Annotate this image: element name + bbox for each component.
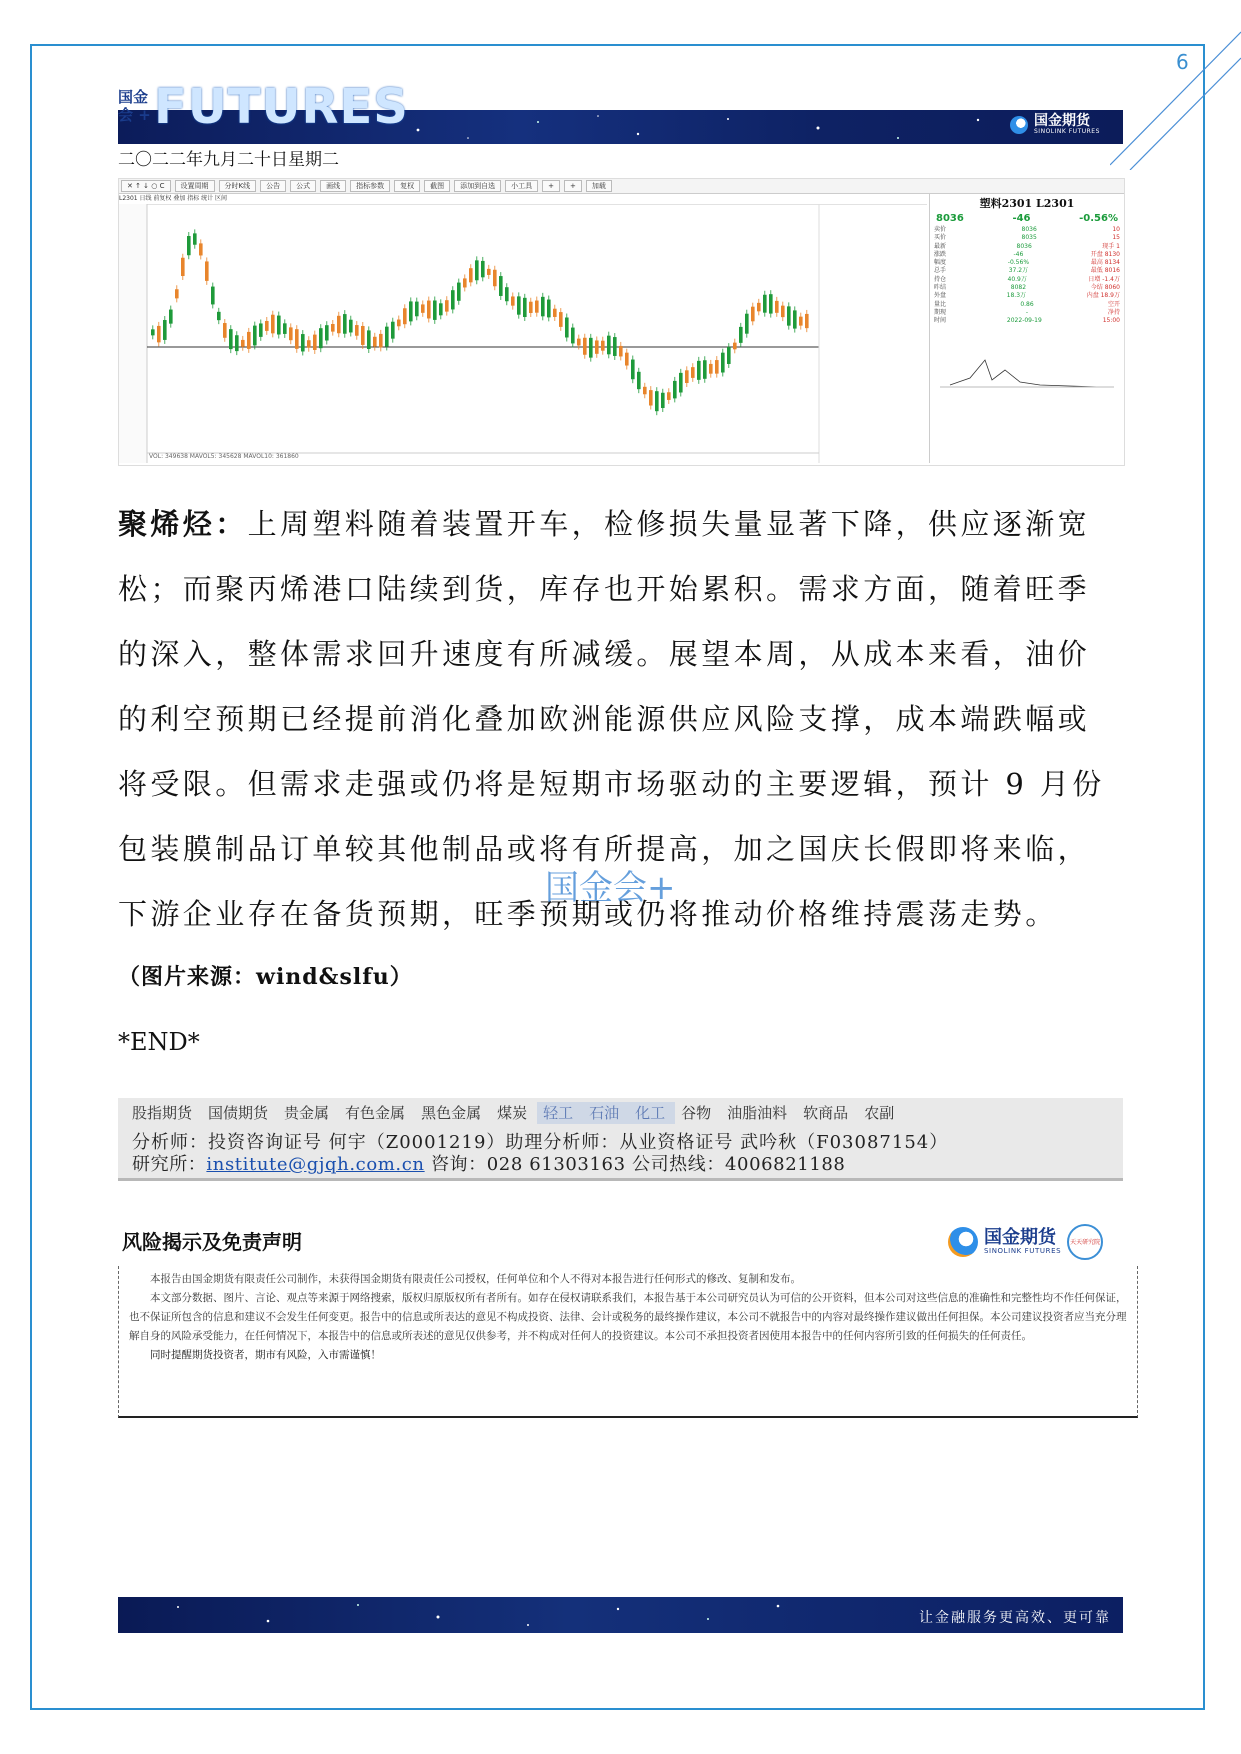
institute-label: 研究所： xyxy=(132,1154,207,1175)
quote-cell: 时间 xyxy=(934,317,947,325)
quote-cell: -46 xyxy=(1013,250,1024,258)
chart-caption: VOL: 349638 MAVOL5: 345628 MAVOL10: 361860 xyxy=(149,453,299,460)
quote-row xyxy=(930,267,1124,275)
disclaimer-p3: 同时提醒期货投资者，期市有风险，入市需谨慎！ xyxy=(150,1349,381,1361)
sinolink-logo-icon xyxy=(948,1227,978,1257)
quote-row xyxy=(930,243,1124,251)
quote-cell: 8035 xyxy=(1021,234,1037,242)
category-tab[interactable]: 轻工 xyxy=(537,1102,583,1124)
quote-price: 8036 xyxy=(936,213,964,224)
quote-cell: 开盘 8130 xyxy=(1090,250,1120,258)
quote-cell: 幅度 xyxy=(934,259,947,267)
quote-cell: 2022-09-19 xyxy=(1006,317,1042,325)
category-box xyxy=(118,1098,1123,1181)
report-date: 二〇二二年九月二十日星期二 xyxy=(118,150,339,170)
quote-cell: 日增 -1.4万 xyxy=(1088,275,1120,283)
quote-cell: -0.56% xyxy=(1007,259,1030,267)
disclaimer-p1: 本报告由国金期货有限责任公司制作，未获得国金期货有限责任公司授权，任何单位和个人不得对本报告进行任何形式的修改、复制和发布。 xyxy=(150,1273,801,1285)
logo-en: SINOLINK FUTURES xyxy=(1034,128,1100,135)
end-mark: *END* xyxy=(118,1028,200,1056)
risk-logo-en: SINOLINK FUTURES xyxy=(984,1247,1062,1255)
chart-toolbar-button[interactable]: + xyxy=(542,180,560,192)
chart-toolbar-button[interactable]: 添加到自选 xyxy=(454,180,501,192)
quote-panel xyxy=(929,193,1124,463)
quote-cell: 15 xyxy=(1112,234,1120,242)
logo-cn: 国金期货 xyxy=(1034,113,1090,129)
quote-cell: 37.2万 xyxy=(1008,267,1029,275)
chart-toolbar-button[interactable]: 画线 xyxy=(320,180,346,192)
quote-cell: - xyxy=(1025,308,1029,316)
contact-info: 咨询：028 61303163 公司热线：4006821188 xyxy=(424,1154,846,1175)
quote-cell: 40.9万 xyxy=(1007,275,1027,283)
quote-cell: 昨结 xyxy=(934,284,947,292)
chart-toolbar-button[interactable]: 加载 xyxy=(586,180,612,192)
institute-line xyxy=(132,1154,845,1176)
quote-cell: 8082 xyxy=(1010,284,1027,292)
category-tab[interactable]: 油脂油料 xyxy=(727,1104,788,1122)
quote-cell: 涨跌 xyxy=(934,250,947,258)
page-number: 6 xyxy=(1176,50,1189,74)
disclaimer-box xyxy=(118,1266,1138,1418)
brand-prefix-line1: 国金 xyxy=(118,88,149,106)
category-tab[interactable]: 煤炭 xyxy=(497,1104,528,1122)
brand-prefix-line2: 会 + xyxy=(118,106,151,124)
footer-band xyxy=(118,1597,1123,1633)
candlestick-chart xyxy=(119,204,927,463)
candles-group xyxy=(151,229,809,415)
category-tab[interactable]: 化工 xyxy=(629,1102,675,1124)
risk-logo xyxy=(948,1224,1103,1260)
quote-cell: 内盘 18.9万 xyxy=(1086,292,1120,300)
quote-rows xyxy=(930,226,1124,326)
quote-row xyxy=(930,226,1124,234)
article-label: 聚烯烃： xyxy=(118,507,248,541)
category-tab[interactable]: 农副 xyxy=(864,1104,895,1122)
mini-tick-chart xyxy=(930,330,1124,390)
category-tab[interactable]: 石油 xyxy=(583,1102,629,1124)
disclaimer-text xyxy=(129,1270,1127,1365)
quote-cell: 0.86 xyxy=(1020,300,1034,308)
quote-cell: 最低 8016 xyxy=(1090,267,1120,275)
market-chart-screenshot xyxy=(118,178,1125,466)
article-paragraph: 上周塑料随着装置开车，检修损失量显著下降，供应逐渐宽松；而聚丙烯港口陆续到货，库存也开始累积。需求方面，随着旺季的深入，整体需求回升速度有所减缓。展望本周，从成本来看，油价的利空预期已经提前消化叠加欧洲能源供应风险支撑，成本端跌幅或将受限。但需求走强或仍将是短期市场驱动的主要逻辑，预计 9 月份包装膜制品订单较其他制品或将有所提高，加之国庆长假即将来临，下游企业存在备货预期，旺季预期或仍将推动价格维持震荡走势。 xyxy=(118,507,1105,931)
quote-cell: 卖价 xyxy=(934,226,947,233)
chart-toolbar-button[interactable]: 公告 xyxy=(260,180,286,192)
quote-cell: 今结 8060 xyxy=(1090,284,1120,292)
quote-cell: 空开 xyxy=(1107,300,1120,308)
quote-cell: 现手 1 xyxy=(1102,242,1120,250)
quote-row xyxy=(930,317,1124,325)
quote-cell: 8036 xyxy=(1016,242,1032,250)
quote-cell: 净持 xyxy=(1107,308,1120,316)
category-tab[interactable]: 有色金属 xyxy=(345,1104,406,1122)
quote-cell: 8036 xyxy=(1021,226,1037,233)
quote-cell: 最新 xyxy=(934,242,947,250)
footer-slogan: 让金融服务更高效、更可靠 xyxy=(919,1610,1111,1626)
quote-cell: 最高 8134 xyxy=(1090,259,1120,267)
quote-cell: 外盘 xyxy=(934,292,947,300)
quote-cell: 量比 xyxy=(934,300,947,308)
quote-row xyxy=(930,309,1124,317)
category-tab[interactable]: 黑色金属 xyxy=(421,1104,482,1122)
chart-toolbar-button[interactable]: 分时K线 xyxy=(219,180,257,192)
quote-cell: 10 xyxy=(1112,226,1120,233)
quote-cell: 总手 xyxy=(934,267,947,275)
watermark: 国金会+ xyxy=(545,868,676,908)
quote-cell: 18.3万 xyxy=(1006,292,1027,300)
chart-toolbar-button[interactable]: 公式 xyxy=(290,180,316,192)
sinolink-logo xyxy=(1010,114,1100,135)
quote-change: -46 xyxy=(1012,213,1031,224)
quote-cell: 期现 xyxy=(934,308,947,316)
risk-logo-cn: 国金期货 xyxy=(984,1227,1056,1248)
quote-row xyxy=(930,292,1124,300)
analyst-line: 分析师：投资咨询证号 何宇（Z0001219）助理分析师：从业资格证号 武吟秋（F03087154） xyxy=(132,1132,949,1153)
quote-row xyxy=(930,234,1124,242)
quote-cell: 15:00 xyxy=(1102,317,1120,325)
quote-row xyxy=(930,251,1124,259)
chart-toolbar-button[interactable]: 设置周期 xyxy=(175,180,215,192)
logo-icon xyxy=(1010,116,1028,134)
image-source: （图片来源：wind&slfu） xyxy=(118,964,413,990)
quote-cell: 持仓 xyxy=(934,275,947,283)
quote-title: 塑料2301 L2301 xyxy=(979,197,1075,210)
brand-prefix xyxy=(118,88,151,124)
chart-toolbar-button[interactable]: 截图 xyxy=(424,180,450,192)
category-tab[interactable]: 软商品 xyxy=(803,1104,849,1122)
category-tab[interactable]: 股指期货 xyxy=(132,1104,193,1122)
risk-title: 风险揭示及免责声明 xyxy=(122,1230,302,1254)
chart-toolbar-button[interactable]: ✕ ↑ ↓ ○ C xyxy=(121,180,171,192)
disclaimer-p2: 本文部分数据、图片、言论、观点等来源于网络搜索，版权归原版权所有者所有。如存在侵权请联系我们，本报告基于本公司研究员认为可信的公开资料，但本公司对这些信息的准确性和完整性均不作任何保证，也不保证所包含的信息和建议不会发生任何变更。报告中的信息或所表达的意见不构成投资、法律、会计或税务的最终操作建议，本公司不就报告中的内容对最终操作建议做出任何担保。本公司建议投资者应当充分理解自身的风险承受能力，在任何情况下，本报告中的信息或所表述的意见仅供参考，并不构成对任何人的投资建议。本公司不承担投资者因使用本报告中的任何内容所引致的任何损失的任何责任。 xyxy=(129,1292,1127,1342)
research-badge: 天天研究院 xyxy=(1067,1224,1103,1260)
quote-cell: 买价 xyxy=(934,234,947,242)
institute-email-link[interactable]: institute@gjqh.com.cn xyxy=(206,1154,425,1175)
chart-subbar: L2301 日线 前复权 叠加 指标 统计 区间 xyxy=(119,193,927,205)
category-tab[interactable]: 国债期货 xyxy=(208,1104,269,1122)
category-tab[interactable]: 谷物 xyxy=(681,1104,712,1122)
quote-price-row xyxy=(930,211,1124,226)
chart-toolbar-button[interactable]: + xyxy=(564,180,582,192)
brand-futures: FUTURES xyxy=(154,79,409,135)
quote-row xyxy=(930,301,1124,309)
chart-toolbar-button[interactable]: 指标参数 xyxy=(350,180,390,192)
quote-row xyxy=(930,276,1124,284)
chart-toolbar xyxy=(119,179,1124,194)
quote-pct: -0.56% xyxy=(1079,213,1118,224)
category-tab[interactable]: 贵金属 xyxy=(284,1104,330,1122)
chart-toolbar-button[interactable]: 复权 xyxy=(394,180,420,192)
category-row xyxy=(126,1102,904,1124)
chart-toolbar-button[interactable]: 小工具 xyxy=(505,180,538,192)
